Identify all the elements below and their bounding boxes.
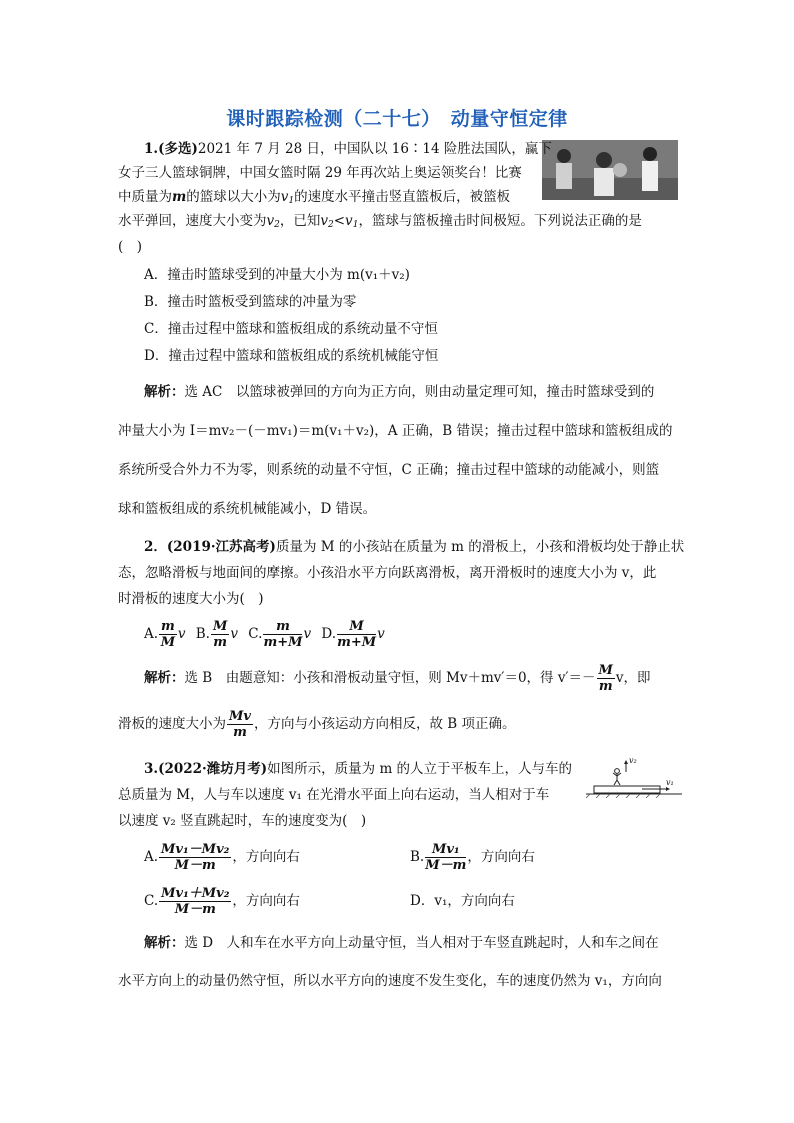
q1-option-d: D．撞击过程中篮球和篮板组成的系统机械能守恒 [144, 348, 439, 364]
q2-solution-label: 解析： [144, 670, 185, 686]
players-illustration [542, 140, 678, 200]
q1-text-3a: 中质量为 [118, 189, 172, 205]
q1-option-a: A．撞击时篮球受到的冲量大小为 m(v₁＋v₂) [144, 267, 410, 283]
q2-line1 [144, 538, 684, 556]
q3-line3: 以速度 v₂ 竖直跳起时，车的速度变为( ) [118, 813, 367, 829]
q3-option-c [144, 884, 300, 918]
basketball-photo [542, 140, 678, 200]
q1-answer-paren: ( ) [118, 239, 143, 255]
frac-num: Mv₁＋Mv₂ [161, 886, 230, 901]
q3-solution-2: 水平方向上的动量仍然守恒，所以水平方向的速度不发生变化，车的速度仍然为 v₁，方向向 [118, 973, 662, 989]
q2-option-d-fraction [337, 619, 376, 650]
q2-solution-text-1-end: v，即 [615, 670, 651, 686]
q3-line2: 总质量为 M，人与车以速度 v₁ 在光滑水平面上向右运动，当人相对于车 [118, 787, 550, 803]
fig-v1-label: v₁ [666, 778, 674, 787]
q2-option-c-fraction [263, 619, 302, 650]
frac-den: M－m [174, 858, 216, 873]
q1-line2: 女子三人篮球铜牌，中国女篮时隔 29 年再次站上奥运领奖台！比赛 [118, 165, 522, 181]
frac-den: m [213, 635, 228, 650]
page-title: 课时跟踪检测（二十七） 动量守恒定律 [226, 108, 568, 130]
q2-options [144, 618, 385, 650]
q1-text-4c: ，篮球与篮板撞击时间极短。下列说法正确的是 [358, 213, 642, 229]
fig-v2-label: v₂ [629, 756, 637, 765]
q2-option-b [195, 619, 238, 650]
frac-den: m+M [337, 635, 377, 650]
q1-solution-4: 球和篮板组成的系统机械能减小，D 错误。 [118, 501, 377, 517]
q3-text-1: 如图所示，质量为 m 的人立于平板车上，人与车的 [267, 761, 573, 777]
q1-text-1: 2021 年 7 月 28 日，中国队以 16∶14 险胜法国队，赢下 [197, 141, 552, 157]
q1-line4 [118, 212, 642, 234]
q1-solution-1 [144, 383, 654, 401]
v-symbol: v [230, 626, 238, 642]
frac-den: M－m [174, 902, 216, 917]
q2-option-a-fraction [159, 619, 177, 650]
frac-den: m [598, 679, 613, 694]
q2-solution-2 [118, 708, 515, 740]
q3-number: 3.(2022·潍坊月考) [144, 761, 268, 777]
frac-num: Mv₁ [425, 842, 466, 858]
q2-solution-fraction-2 [227, 709, 253, 740]
q1-mass-symbol: m [172, 189, 187, 205]
q3-option-a-fraction [159, 842, 231, 873]
q1-option-c: C．撞击过程中篮球和篮板组成的系统动量不守恒 [144, 321, 438, 337]
q2-option-b-fraction [211, 619, 229, 650]
q2-option-c-label: C. [248, 626, 263, 642]
q1-text-3c: 的篮球以大小为 [186, 189, 281, 205]
frac-den: M－m [425, 858, 467, 873]
frac-num: Mv₁－Mv₂ [161, 842, 230, 857]
q3-option-a-direction: ，方向向右 [232, 849, 300, 865]
q3-option-a [144, 840, 300, 874]
q2-line2: 态，忽略滑板与地面间的摩擦。小孩沿水平方向跃离滑板，离开滑板时的速度大小为 v，此 [118, 565, 657, 581]
q3-option-a-label: A. [144, 849, 159, 865]
q2-solution-text-1: 选 B 由题意知：小孩和滑板动量守恒，则 Mv＋mv′＝0，得 v′＝－ [184, 670, 596, 686]
q1-solution-label: 解析： [144, 384, 185, 400]
frac-num: Mv [229, 709, 251, 724]
cart-figure [586, 758, 682, 798]
q2-option-a [144, 619, 186, 650]
q2-option-d-label: D. [321, 626, 337, 642]
v-symbol: v [303, 626, 312, 642]
q2-option-c [248, 619, 312, 650]
q3-solution-text-1: 选 D 人和车在水平方向上动量守恒，当人相对于车竖直跳起时，人和车之间在 [184, 935, 659, 951]
q2-number: 2．(2019·江苏高考) [144, 539, 276, 555]
frac-num: m [161, 619, 175, 634]
q2-solution-text-2a: 滑板的速度大小为 [118, 716, 226, 732]
q3-option-b-label: B. [410, 849, 425, 865]
q2-option-b-label: B. [195, 626, 210, 642]
q2-option-d [321, 619, 385, 650]
frac-num: m [263, 619, 302, 635]
q1-solution-3: 系统所受合外力不为零，则系统的动量不守恒，C 正确；撞击过程中篮球的动能减小，则篮 [118, 462, 660, 478]
q3-option-c-label: C. [144, 893, 159, 909]
q1-v2-symbol: $v_2$ [266, 213, 280, 230]
q2-solution-text-2b: ，方向与小孩运动方向相反，故 B 项正确。 [253, 716, 516, 732]
q1-option-b: B．撞击时篮板受到篮球的冲量为零 [144, 294, 357, 310]
q1-solution-text-1: 选 AC 以篮球被弹回的方向为正方向，则由动量定理可知，撞击时篮球受到的 [184, 384, 655, 400]
q3-option-c-fraction [159, 886, 231, 917]
frac-den: m+M [263, 635, 303, 650]
frac-den: M [160, 635, 176, 650]
q3-option-b-direction: ，方向向右 [467, 849, 535, 865]
q3-option-b [410, 840, 535, 874]
frac-num: M [212, 619, 228, 634]
q1-line3 [118, 188, 510, 210]
q3-solution-label: 解析： [144, 935, 185, 951]
q1-number: 1.(多选) [144, 141, 198, 157]
frac-num: M [337, 619, 376, 635]
q3-solution-1 [144, 934, 659, 952]
q2-line3: 时滑板的速度大小为( ) [118, 591, 264, 607]
q3-option-c-direction: ，方向向右 [232, 893, 300, 909]
q1-text-4b: ，已知 [279, 213, 321, 229]
q2-text-1: 质量为 M 的小孩站在质量为 m 的滑板上，小孩和滑板均处于静止状 [275, 539, 685, 555]
q1-solution-2: 冲量大小为 I＝mv₂－(－mv₁)＝m(v₁＋v₂)，A 正确，B 错误；撞击过程中篮球和篮板组成的 [118, 423, 673, 439]
q2-solution-1 [144, 662, 651, 694]
frac-num: M [598, 663, 613, 678]
v-symbol: v [177, 626, 186, 642]
q1-inequality: $v_2<v_1$ [320, 213, 359, 230]
q1-text-4a: 水平弹回，速度大小变为 [118, 213, 267, 229]
q3-option-d: D．v₁，方向向右 [410, 893, 515, 909]
frac-den: m [233, 725, 247, 740]
q1-line1 [144, 140, 552, 158]
q2-solution-fraction [597, 663, 615, 694]
q3-option-b-fraction [425, 842, 466, 873]
q3-line1 [144, 760, 572, 778]
q1-v1-symbol: $v_1$ [280, 189, 295, 206]
v-symbol: v [377, 626, 385, 642]
q2-option-a-label: A. [144, 626, 159, 642]
q1-text-3d: 的速度水平撞击竖直篮板后，被篮板 [294, 189, 511, 205]
